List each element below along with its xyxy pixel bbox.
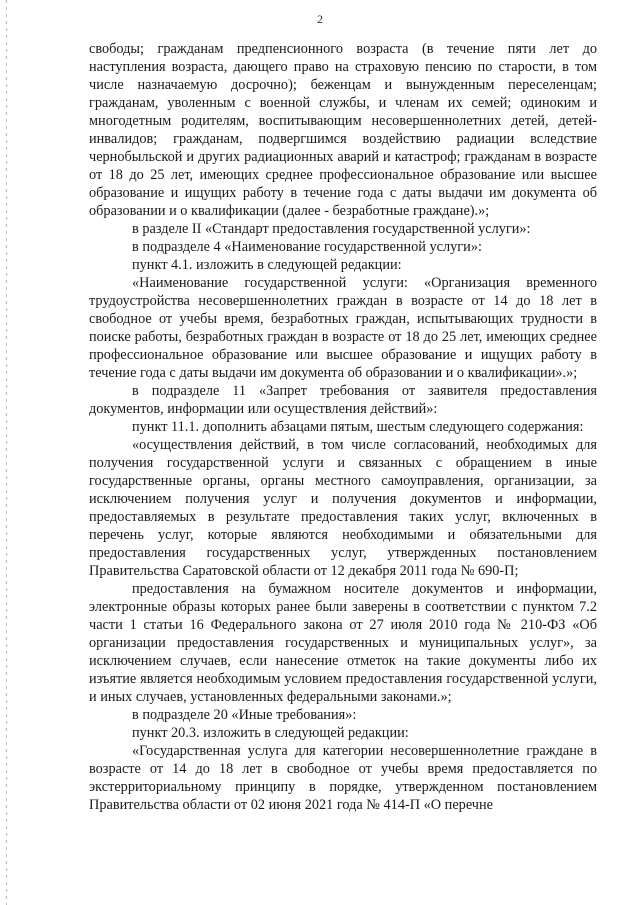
paragraph: в подразделе 4 «Наименование государственной услуги»:: [132, 239, 482, 255]
paragraph: предоставления на бумажном носителе документов и информации, электронные образы которых ранее были заверены в соответствии с пунктом 7.2 части 1 статьи 16 Федерального закона от 27 июля 2010 года № 210-ФЗ «Об организации предоставления государственных и муниципальных услуг», за исключением случаев, если нанесение отметок на такие документы либо их изъятие является необходимым условием предоставления государственной услуги, и иных случаев, установленных федеральными законами.»;: [89, 581, 597, 705]
paragraph: «осуществления действий, в том числе согласований, необходимых для получения государственной услуги и связанных с обращением в иные государственные органы, органы местного самоуправления, организации, за исключением получения услуг и получения документов и информации, предоставляемых в результате предоставления таких услуг, включенных в перечень услуг, которые являются необходимыми и обязательными для предоставления государственных услуг, утвержденных постановлением Правительства Саратовской области от 12 декабря 2011 года № 690-П;: [89, 437, 597, 579]
page-number: 2: [317, 12, 323, 26]
paragraph: в подразделе 20 «Иные требования»:: [132, 707, 357, 723]
paragraph: пункт 11.1. дополнить абзацами пятым, шестым следующего содержания:: [132, 419, 584, 435]
paragraph: пункт 4.1. изложить в следующей редакции:: [132, 257, 402, 273]
paragraph: «Наименование государственной услуги: «Организация временного трудоустройства несовершеннолетних граждан в возрасте от 14 до 18 лет в свободное от учебы время, безработных граждан, испытывающих трудности в поиске работы, безработных граждан в возрасте от 18 до 25 лет, имеющих среднее профессиональное образование или высшее образование и ищущих работу в течение года с даты выдачи им документа об образовании и о квалификации».»;: [89, 275, 597, 381]
scan-edge: [6, 0, 7, 905]
document-body: [89, 40, 597, 814]
paragraph: «Государственная услуга для категории несовершеннолетние граждане в возрасте от 14 до 18 лет в свободное от учебы время предоставляется по экстерриториальному принципу в порядке, утвержденном постановлением Правительства области от 02 июня 2021 года № 414-П «О перечне: [89, 743, 597, 813]
paragraph: свободы; гражданам предпенсионного возраста (в течение пяти лет до наступления возраста, дающего право на страховую пенсию по старости, в том числе назначаемую досрочно); беженцам и вынужденным переселенцам; гражданам, уволенным с военной службы, и членам их семей; одиноким и многодетным родителям, воспитывающим несовершеннолетних детей, детей-инвалидов; гражданам, подвергшимся воздействию радиации вследствие чернобыльской и других радиационных аварий и катастроф; гражданам в возрасте от 18 до 25 лет, имеющих среднее профессиональное образование или высшее образование и ищущих работу в течение года с даты выдачи им документа об образовании и о квалификации (далее - безработные граждане).»;: [89, 41, 597, 219]
paragraph: в разделе II «Стандарт предоставления государственной услуги»:: [132, 221, 531, 237]
paragraph: пункт 20.3. изложить в следующей редакции:: [132, 725, 409, 741]
paragraph: в подразделе 11 «Запрет требования от заявителя предоставления документов, информации или осуществления действий»:: [89, 383, 597, 417]
